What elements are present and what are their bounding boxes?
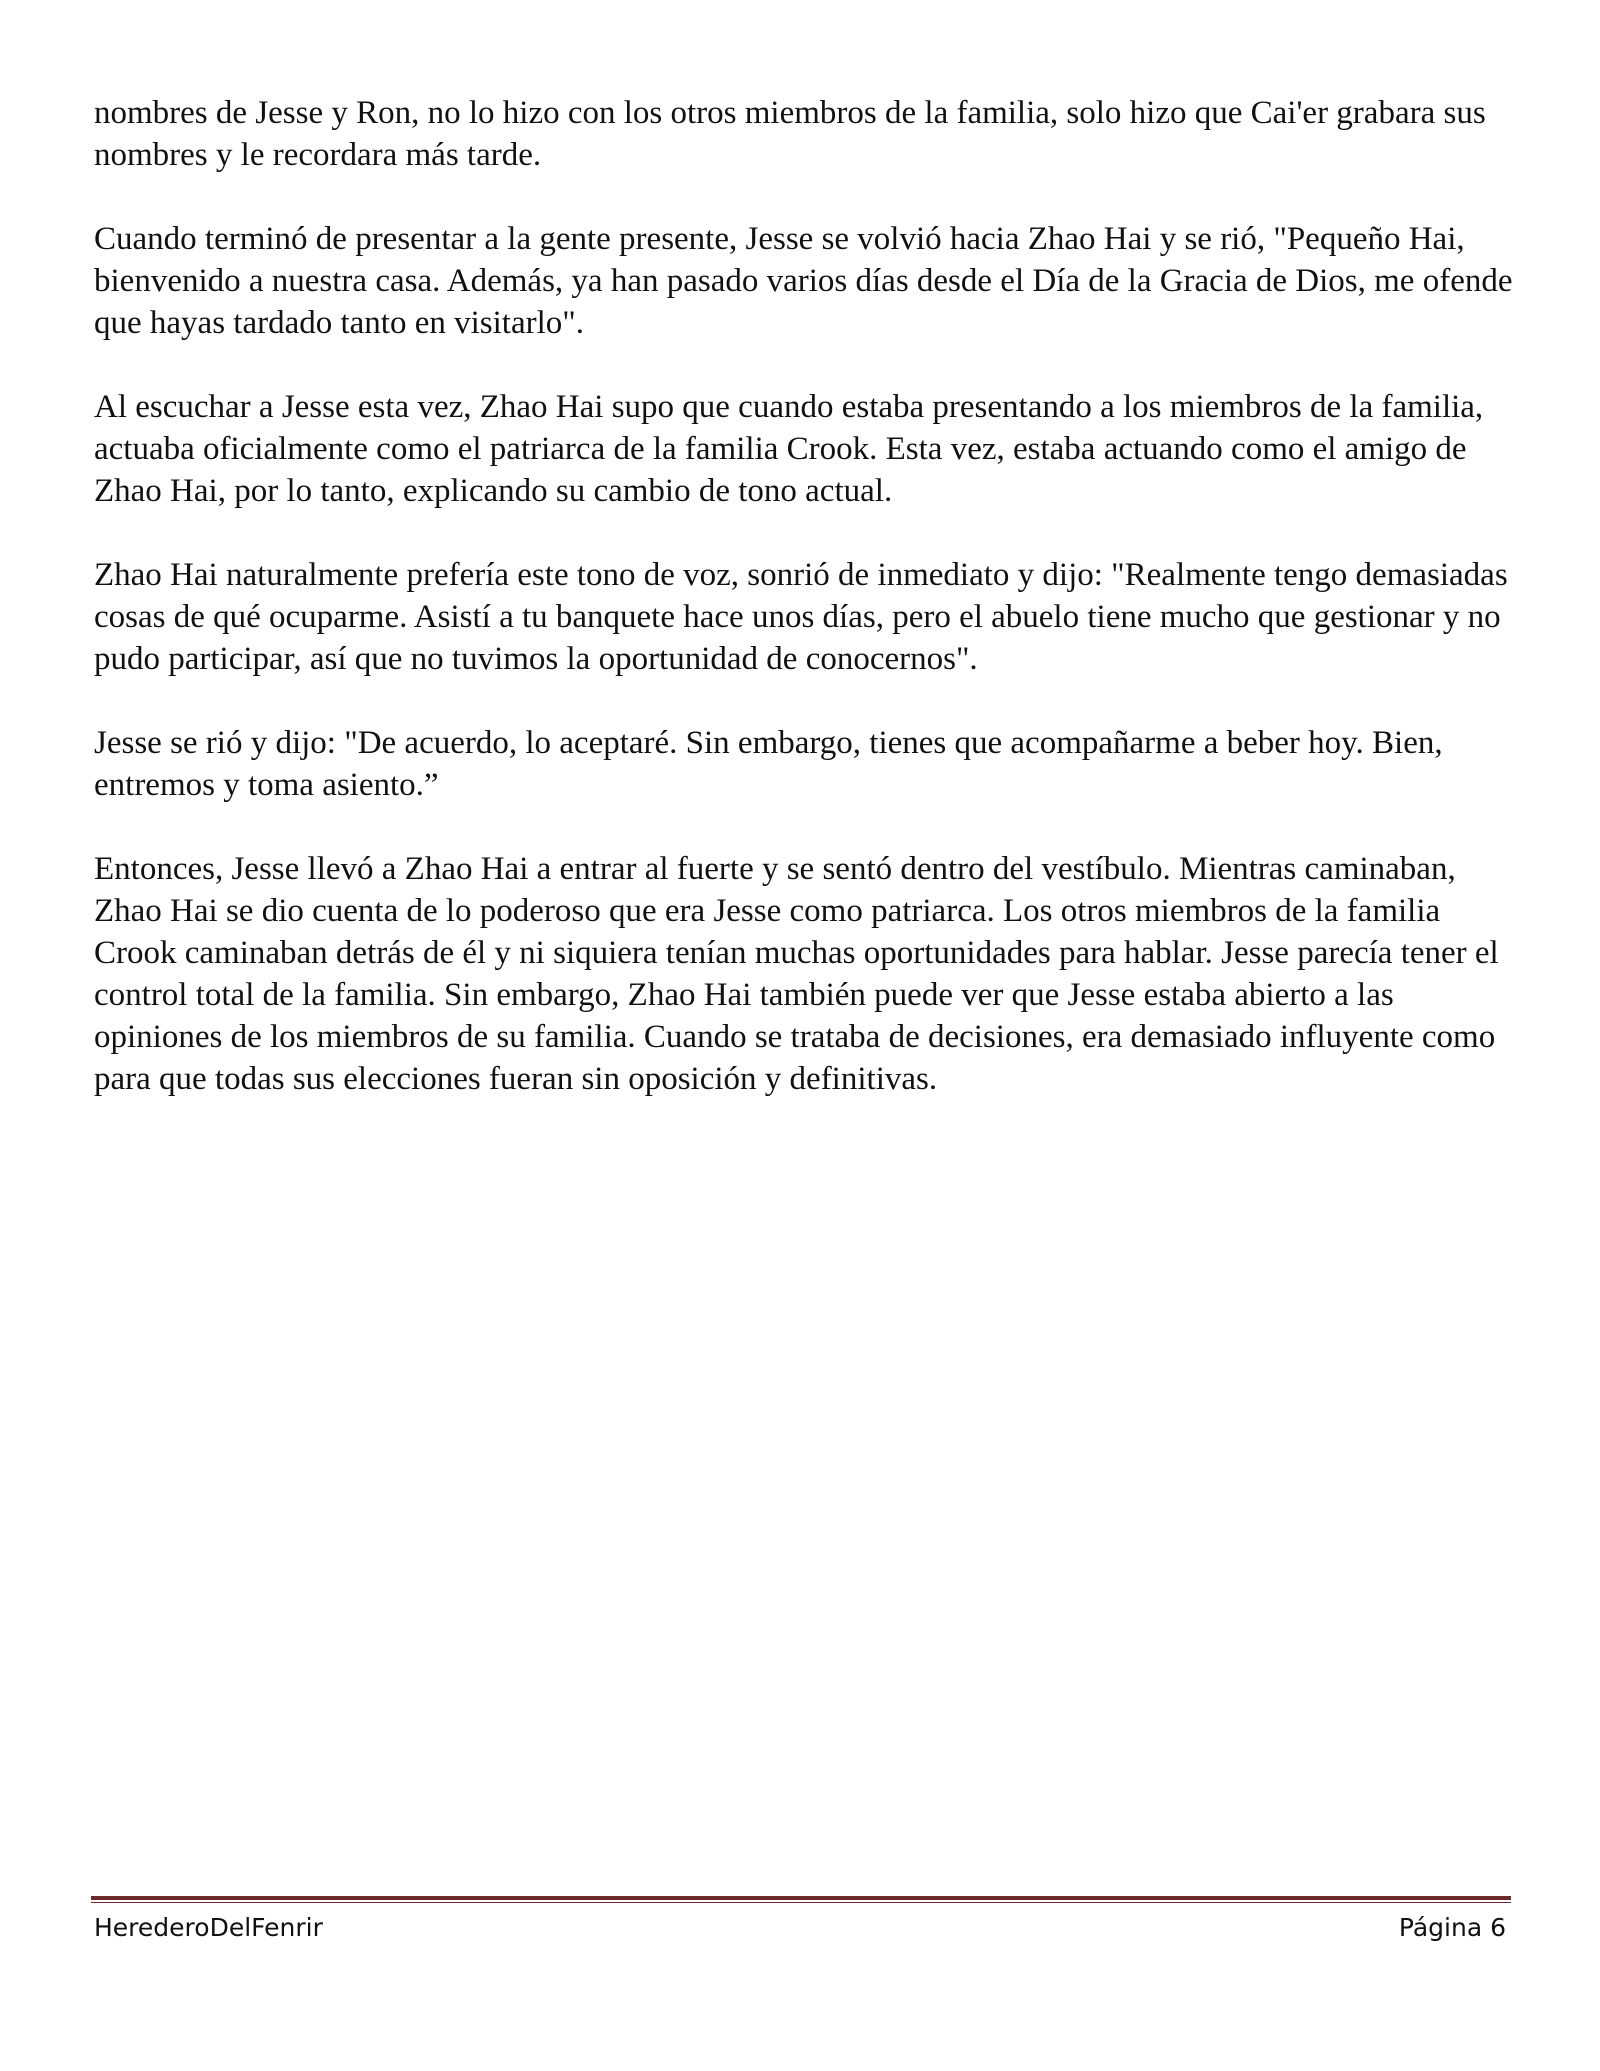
paragraph: Al escuchar a Jesse esta vez, Zhao Hai supo que cuando estaba presentando a los miembros de la familia, actuaba oficialmente como el patriarca de la familia Crook. Esta vez, estaba actuando como el amigo de Zhao Hai, por lo tanto, explicando su cambio de tono actual.: [94, 389, 1484, 509]
paragraph: Cuando terminó de presentar a la gente presente, Jesse se volvió hacia Zhao Hai y se rió, "Pequeño Hai, bienvenido a nuestra casa. Además, ya han pasado varios días desde el Día de la Gracia de Dios, me ofende que hayas tardado tanto en visitarlo".: [94, 221, 1513, 341]
footer-page-number: Página 6: [1398, 1913, 1506, 1942]
footer-author: HerederoDelFenrir: [94, 1913, 323, 1942]
paragraph: Jesse se rió y dijo: "De acuerdo, lo aceptaré. Sin embargo, tienes que acompañarme a beber hoy. Bien, entremos y toma asiento.”: [94, 725, 1443, 803]
paragraph: Entonces, Jesse llevó a Zhao Hai a entrar al fuerte y se sentó dentro del vestíbulo. Mientras caminaban, Zhao Hai se dio cuenta de lo poderoso que era Jesse como patriarca. Los otros miembros de la familia Crook caminaban detrás de él y ni siquiera tenían muchas oportunidades para hablar. Jesse parecía tener el control total de la familia. Sin embargo, Zhao Hai también puede ver que Jesse estaba abierto a las opiniones de los miembros de su familia. Cuando se trataba de decisiones, era demasiado influyente como para que todas sus elecciones fueran sin oposición y definitivas.: [94, 851, 1499, 1097]
footer-divider: [91, 1896, 1511, 1903]
paragraph: nombres de Jesse y Ron, no lo hizo con los otros miembros de la familia, solo hizo que Cai'er grabara sus nombres y le recordara más tarde.: [94, 95, 1486, 173]
paragraph: Zhao Hai naturalmente prefería este tono de voz, sonrió de inmediato y dijo: "Realmente tengo demasiadas cosas de qué ocuparme. Asistí a tu banquete hace unos días, pero el abuelo tiene mucho que gestionar y no pudo participar, así que no tuvimos la oportunidad de conocernos".: [94, 557, 1508, 677]
body-text: [94, 92, 1514, 1142]
